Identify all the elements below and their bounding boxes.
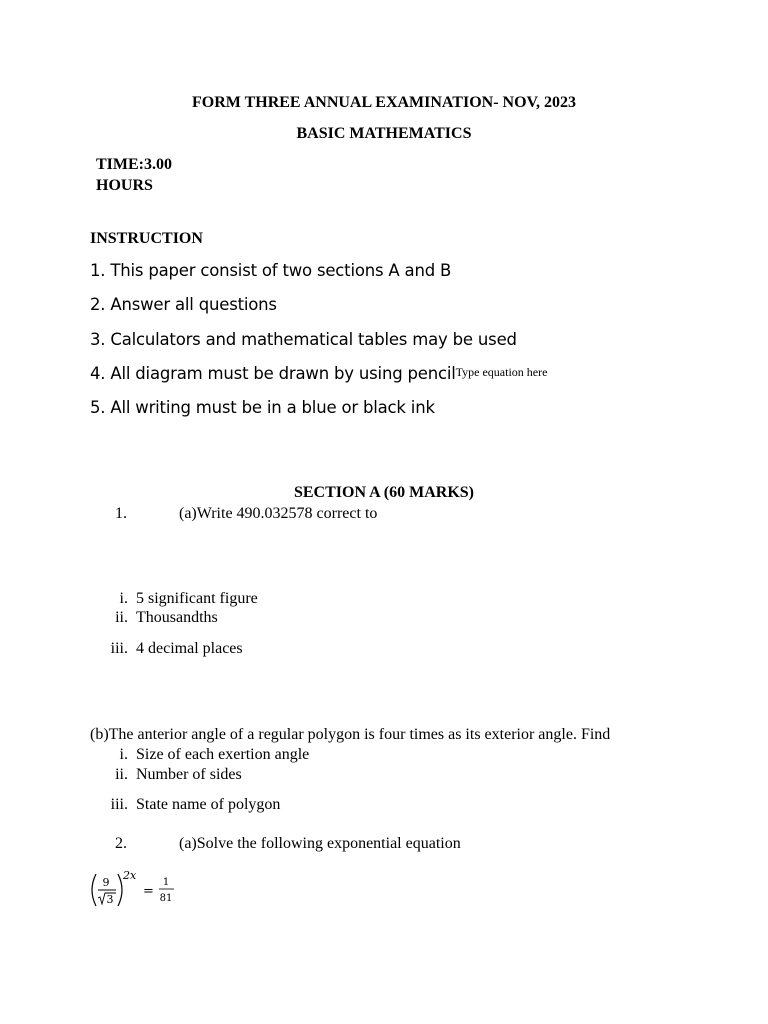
question-text: (a)Solve the following exponential equation	[179, 835, 461, 852]
instruction-item: 4. All diagram must be drawn by using pencil	[90, 364, 456, 383]
left-paren	[92, 874, 96, 906]
rhs-denominator: 81	[159, 893, 173, 904]
question-number: 2.	[115, 835, 127, 852]
list-item: ii. Number of sides	[115, 766, 242, 783]
list-item: ii. Thousandths	[115, 609, 218, 626]
instruction-item-row	[90, 364, 547, 384]
question-text: (a)Write 490.032578 correct to	[179, 505, 378, 522]
instruction-item: 5. All writing must be in a blue or black ink	[90, 398, 435, 417]
fraction-denominator: 3	[106, 893, 114, 906]
list-item: i. 5 significant figure	[119, 590, 258, 607]
instruction-item: 1. This paper consist of two sections A and B	[90, 261, 452, 280]
list-item: i. Size of each exertion angle	[119, 746, 310, 763]
equation-placeholder[interactable]: Type equation here	[455, 365, 548, 379]
exponential-equation	[86, 866, 186, 912]
equals-sign: =	[143, 884, 154, 899]
question-text: (b)The anterior angle of a regular polygon is four times as its exterior angle. Find	[90, 726, 611, 743]
rhs-numerator: 1	[162, 877, 170, 888]
exponent: 2x	[123, 869, 137, 882]
subject-title: BASIC MATHEMATICS	[296, 125, 472, 142]
time-label: TIME:3.00	[96, 156, 172, 173]
section-a-heading: SECTION A (60 MARKS)	[293, 484, 475, 501]
instruction-heading: INSTRUCTION	[90, 230, 203, 247]
time-unit: HOURS	[96, 177, 153, 194]
right-paren	[118, 874, 122, 906]
fraction-numerator: 9	[102, 876, 110, 889]
instruction-item: 3. Calculators and mathematical tables may be used	[90, 330, 517, 349]
list-item: iii. State name of polygon	[110, 796, 281, 813]
list-item: iii. 4 decimal places	[110, 640, 243, 657]
exam-title: FORM THREE ANNUAL EXAMINATION- NOV, 2023	[191, 94, 577, 111]
question-number: 1.	[115, 505, 127, 522]
instruction-item: 2. Answer all questions	[90, 295, 277, 314]
